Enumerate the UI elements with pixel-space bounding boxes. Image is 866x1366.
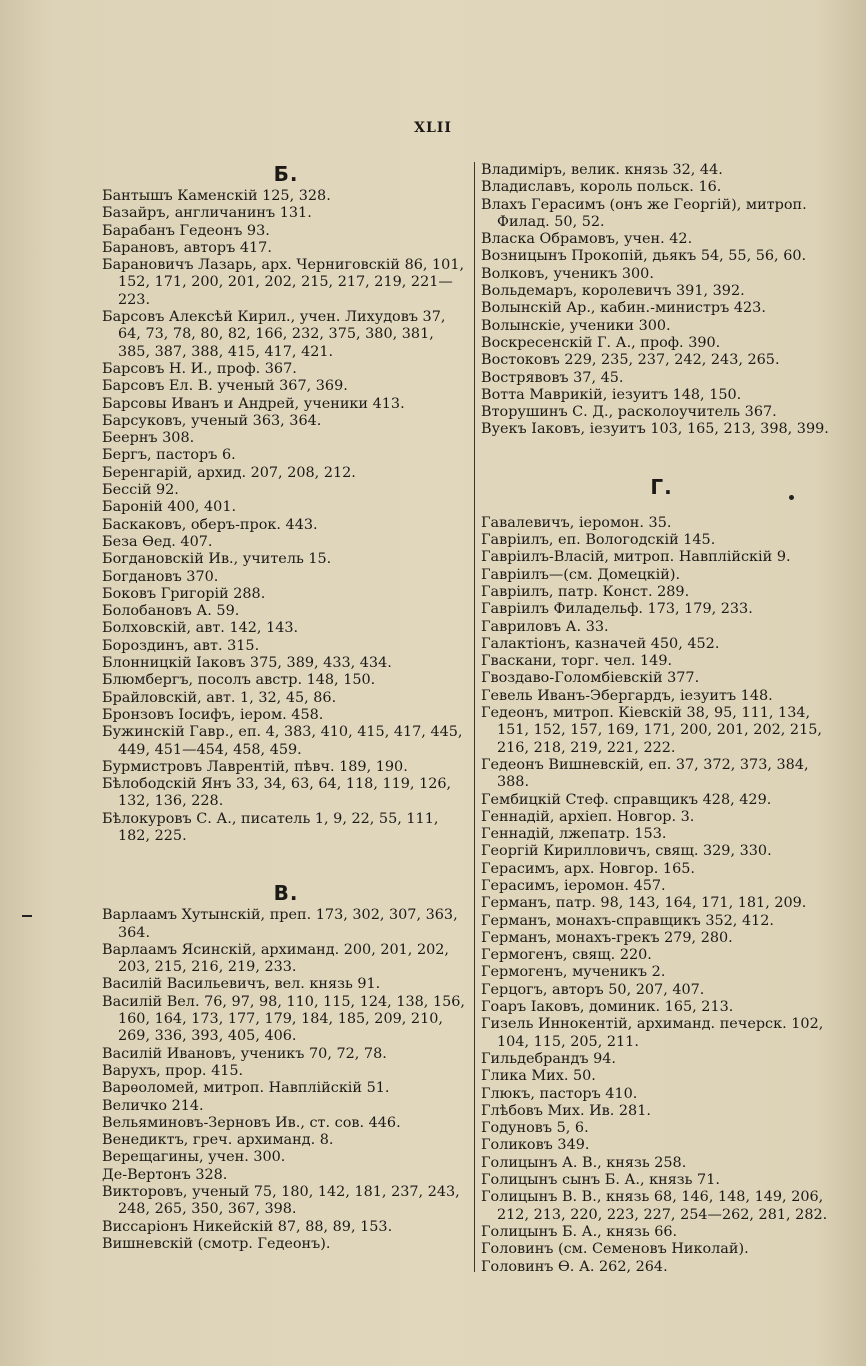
index-entry: Вольдемаръ, королевичъ 391, 392. [481, 283, 745, 300]
index-entry: Варухъ, прор. 415. [102, 1062, 244, 1079]
section-gap [481, 439, 842, 475]
index-entry: Гавріилъ-Власій, митроп. Навплійскій 9. [481, 549, 791, 566]
index-entry: Баскаковъ, оберъ-прок. 443. [102, 516, 318, 533]
index-entry: Герасимъ, арх. Новгор. 165. [481, 860, 695, 877]
index-entry: Барановичъ Лазарь, арх. Черниговскій 86, 101, 152, 171, 200, 201, 202, 215, 217, 219, 221—223. [102, 257, 465, 308]
index-entry: Владиславъ, король польск. 16. [481, 179, 722, 196]
index-entry: Василій Вел. 76, 97, 98, 110, 115, 124, 138, 156, 160, 164, 173, 177, 179, 184, 185, 209, 210, 269, 336, 393, 405, 406. [102, 993, 465, 1045]
index-entry: Барсовы Иванъ и Андрей, ученики 413. [102, 395, 405, 412]
index-entry: Богдановъ 370. [102, 568, 219, 585]
index-entry: Бѣлободскій Янъ 33, 34, 63, 64, 118, 119, 126, 132, 136, 228. [102, 776, 452, 810]
index-entry: Боковъ Григорій 288. [102, 585, 266, 602]
section-letter-g: Г. [650, 474, 673, 499]
index-entry: Вторушинъ С. Д., расколоучитель 367. [481, 404, 777, 421]
index-entry: Базайръ, англичанинъ 131. [102, 205, 312, 222]
index-entry: Варѳоломей, митроп. Навплійскій 51. [102, 1080, 390, 1097]
index-list-b [102, 188, 470, 845]
section-gap [102, 845, 470, 881]
margin-mark [22, 915, 32, 917]
index-entry: Владиміръ, велик. князь 32, 44. [481, 162, 723, 178]
index-list-g [481, 515, 842, 1276]
left-column [102, 162, 470, 1253]
index-entry: Голицынъ А. В., князь 258. [481, 1154, 687, 1171]
index-entry: Блюмбергъ, посолъ австр. 148, 150. [102, 672, 376, 689]
index-entry: Барсовъ Ел. В. ученый 367, 369. [102, 378, 348, 395]
index-entry: Гедеонъ Вишневскій, еп. 37, 372, 373, 384, 388. [481, 756, 809, 791]
index-entry: Геннадій, архіеп. Новгор. 3. [481, 808, 695, 825]
index-entry: Барсовъ Н. И., проф. 367. [102, 360, 297, 377]
index-entry: Герасимъ, іеромон. 457. [481, 877, 666, 894]
index-list-v [102, 907, 470, 1253]
index-entry: Волынскій Ар., кабин.-министръ 423. [481, 300, 766, 317]
index-entry: Болобановъ А. 59. [102, 603, 240, 620]
index-entry: Галактіонъ, казначей 450, 452. [481, 635, 720, 652]
index-entry: Барсуковъ, ученый 363, 364. [102, 412, 322, 429]
index-entry: Верещагины, учен. 300. [102, 1149, 286, 1166]
section-letter-v: В. [273, 881, 299, 906]
index-entry: Вельяминовъ-Зерновъ Ив., ст. сов. 446. [102, 1114, 401, 1131]
index-entry: Викторовъ, ученый 75, 180, 142, 181, 237, 243, 248, 265, 350, 367, 398. [102, 1184, 460, 1218]
right-column [474, 162, 842, 1275]
index-entry: Вишневскій (смотр. Гедеонъ). [102, 1235, 331, 1252]
index-entry: Гавалевичъ, іеромон. 35. [481, 514, 672, 531]
index-entry: Бурмистровъ Лаврентій, пѣвч. 189, 190. [102, 758, 408, 775]
index-entry: Воскресенскій Г. А., проф. 390. [481, 334, 721, 351]
index-entry: Беернъ 308. [102, 430, 195, 447]
index-entry: Василій Васильевичъ, вел. князь 91. [102, 976, 381, 993]
index-entry: Беренгарій, архид. 207, 208, 212. [102, 464, 356, 481]
index-entry: Геннадій, лжепатр. 153. [481, 826, 667, 843]
index-entry: Вострявовъ 37, 45. [481, 369, 624, 386]
index-entry: Гавріилъ Филадельф. 173, 179, 233. [481, 601, 753, 618]
index-entry: Головинъ Ѳ. А. 262, 264. [481, 1258, 668, 1275]
index-entry: Брайловскій, авт. 1, 32, 45, 86. [102, 689, 337, 706]
index-entry: Бессій 92. [102, 482, 179, 499]
page-number: XLII [414, 120, 452, 136]
index-entry: Голицынъ сынъ Б. А., князь 71. [481, 1172, 720, 1189]
index-entry: Варлаамъ Хутынскій, преп. 173, 302, 307, 363, 364. [102, 907, 458, 941]
index-entry: Бронзовъ Іосифъ, іером. 458. [102, 706, 324, 723]
ink-speck [789, 495, 794, 500]
index-entry: Величко 214. [102, 1097, 204, 1114]
index-entry: Варлаамъ Ясинскій, архиманд. 200, 201, 202, 203, 215, 216, 219, 233. [102, 941, 449, 976]
index-entry: Венедиктъ, греч. архиманд. 8. [102, 1132, 334, 1149]
index-entry: Бороздинъ, авт. 315. [102, 637, 260, 654]
index-entry: Глѣбовъ Мих. Ив. 281. [481, 1102, 651, 1119]
index-entry: Барановъ, авторъ 417. [102, 239, 272, 256]
index-entry: Василій Ивановъ, ученикъ 70, 72, 78. [102, 1045, 387, 1062]
index-entry: Востоковъ 229, 235, 237, 242, 243, 265. [481, 352, 780, 369]
index-entry: Голицынъ В. В., князь 68, 146, 148, 149, 206, 212, 213, 220, 223, 227, 254—262, 281, 282. [481, 1189, 828, 1223]
index-entry: Барсовъ Алексѣй Кирил., учен. Лихудовъ 37, 64, 73, 78, 80, 82, 166, 232, 375, 380, 381, 385, 387, 388, 415, 417, 421. [102, 309, 446, 360]
index-entry: Гоаръ Іаковъ, доминик. 165, 213. [481, 999, 734, 1016]
index-entry: Богдановскій Ив., учитель 15. [102, 551, 332, 568]
index-entry: Глика Мих. 50. [481, 1068, 596, 1085]
index-entry: Гевель Иванъ-Эбергардъ, іезуитъ 148. [481, 687, 773, 704]
index-entry: Гвоздаво-Голомбіевскій 377. [481, 670, 700, 687]
index-entry: Германъ, монахъ-грекъ 279, 280. [481, 929, 733, 946]
index-entry: Вуекъ Іаковъ, іезуитъ 103, 165, 213, 398, 399. [481, 421, 829, 438]
index-entry: Бѣлокуровъ С. А., писатель 1, 9, 22, 55, 111, 182, 225. [102, 810, 439, 844]
index-entry: Вотта Маврикій, іезуитъ 148, 150. [481, 386, 742, 403]
index-entry: Гильдебрандъ 94. [481, 1050, 616, 1067]
section-letter-b: Б. [273, 162, 299, 186]
index-entry: Гавриловъ А. 33. [481, 618, 609, 635]
index-entry: Беза Өед. 407. [102, 533, 213, 550]
index-entry: Виссаріонъ Никейскій 87, 88, 89, 153. [102, 1218, 393, 1235]
index-entry: Головинъ (см. Семеновъ Николай). [481, 1241, 749, 1258]
index-entry: Годуновъ 5, 6. [481, 1120, 589, 1137]
index-entry: Волынскіе, ученики 300. [481, 317, 671, 334]
index-entry: Бужинскій Гавр., еп. 4, 383, 410, 415, 417, 445, 449, 451—454, 458, 459. [102, 724, 463, 758]
index-entry: Глюкъ, пасторъ 410. [481, 1085, 638, 1102]
index-entry: Бантышъ Каменскій 125, 328. [102, 188, 331, 204]
index-entry: Гавріилъ—(см. Домецкій). [481, 566, 681, 583]
index-entry: Возницынъ Прокопій, дьякъ 54, 55, 56, 60. [481, 248, 807, 265]
index-entry: Бароній 400, 401. [102, 499, 237, 516]
index-list-v-continued [481, 162, 842, 439]
index-entry: Гедеонъ, митроп. Кіевскій 38, 95, 111, 134, 151, 152, 157, 169, 171, 200, 201, 202, 215, 216, 218, 219, 221, 222. [481, 705, 822, 756]
index-entry: Гембицкій Стеф. справщикъ 428, 429. [481, 791, 772, 808]
index-entry: Блонницкій Іаковъ 375, 389, 433, 434. [102, 655, 392, 672]
index-entry: Бергъ, пасторъ 6. [102, 447, 236, 464]
index-entry: Влахъ Герасимъ (онъ же Георгій), митроп. Филад. 50, 52. [481, 196, 807, 230]
index-entry: Гавріилъ, патр. Конст. 289. [481, 583, 690, 600]
index-entry: Гваскани, торг. чел. 149. [481, 653, 673, 670]
section-gap-small [481, 501, 842, 515]
index-entry: Голицынъ Б. А., князь 66. [481, 1223, 678, 1240]
index-entry: Барабанъ Гедеонъ 93. [102, 222, 270, 239]
index-entry: Германъ, монахъ-справщикъ 352, 412. [481, 912, 774, 929]
index-entry: Голиковъ 349. [481, 1137, 590, 1154]
index-entry: Гермогенъ, свящ. 220. [481, 947, 652, 964]
index-entry: Волковъ, ученикъ 300. [481, 265, 654, 282]
index-entry: Власка Обрамовъ, учен. 42. [481, 231, 693, 248]
index-entry: Герцогъ, авторъ 50, 207, 407. [481, 981, 705, 998]
index-entry: Гизель Иннокентій, архиманд. печерск. 102, 104, 115, 205, 211. [481, 1016, 824, 1050]
index-entry: Германъ, патр. 98, 143, 164, 171, 181, 209. [481, 895, 807, 912]
index-entry: Болховскій, авт. 142, 143. [102, 620, 299, 637]
index-entry: Гавріилъ, еп. Вологодскій 145. [481, 532, 716, 549]
index-entry: Георгій Кирилловичъ, свящ. 329, 330. [481, 843, 772, 860]
index-entry: Гермогенъ, мученикъ 2. [481, 964, 666, 981]
index-entry: Де-Вертонъ 328. [102, 1166, 228, 1183]
